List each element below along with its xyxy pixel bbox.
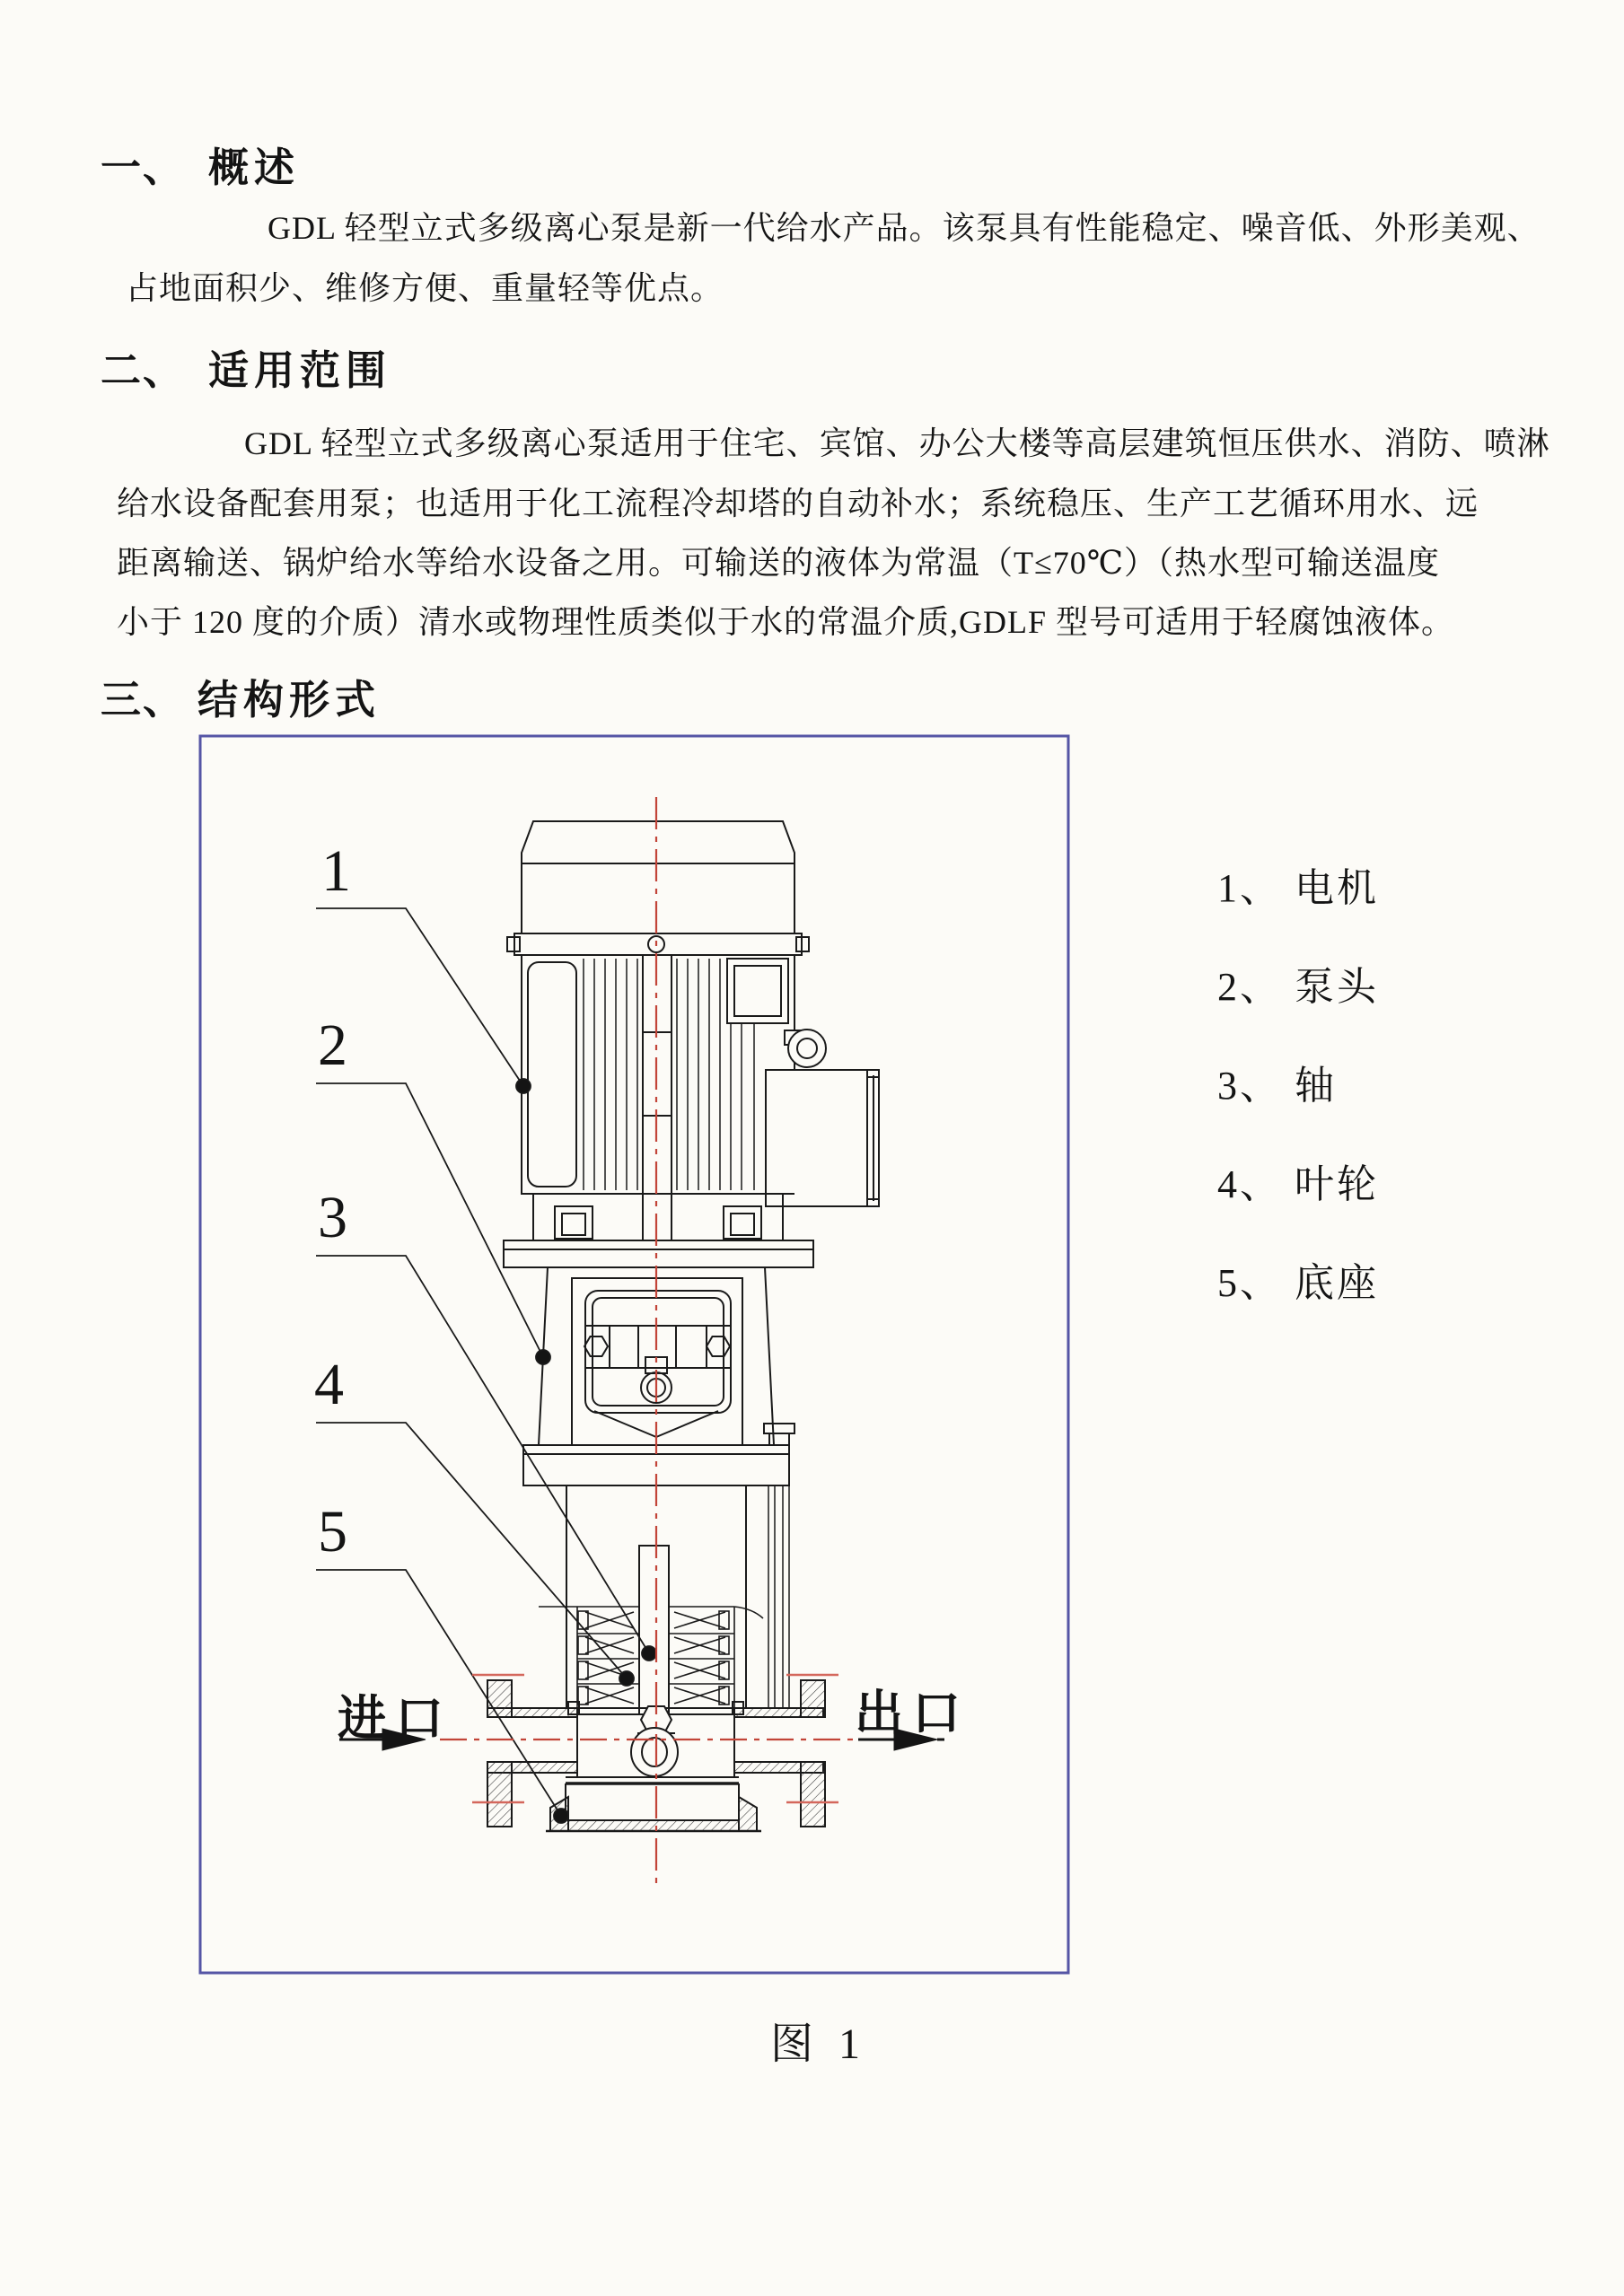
leader-dot-impeller bbox=[619, 1671, 634, 1686]
legend-item-impeller: 4、 叶轮 bbox=[1217, 1162, 1379, 1206]
paragraph-2-line-4: 小于 120 度的介质）清水或物理性质类似于水的常温介质,GDLF 型号可适用于轻腐蚀液体。 bbox=[117, 604, 1455, 640]
legend-item-base: 5、 底座 bbox=[1217, 1261, 1379, 1305]
callout-1: 1 bbox=[321, 838, 351, 904]
paragraph-1-line-1: GDL 轻型立式多级离心泵是新一代给水产品。该泵具有性能稳定、噪音低、外形美观、 bbox=[268, 210, 1541, 246]
inlet-label: 进口 bbox=[338, 1692, 452, 1746]
legend-item-motor: 1、 电机 bbox=[1217, 866, 1379, 910]
pump-column-drawing bbox=[566, 1485, 789, 1708]
outlet-label: 出口 bbox=[855, 1687, 970, 1740]
leader-dot-motor bbox=[516, 1079, 531, 1093]
legend-item-pump-head: 2、 泵头 bbox=[1217, 965, 1379, 1009]
paragraph-2-line-3: 距离输送、锅炉给水等给水设备之用。可输送的液体为常温（T≤70℃）（热水型可输送温度 bbox=[117, 545, 1441, 581]
callout-2: 2 bbox=[318, 1012, 347, 1078]
leader-dot-pump-head bbox=[536, 1350, 550, 1364]
paragraph-2-line-1: GDL 轻型立式多级离心泵适用于住宅、宾馆、办公大楼等高层建筑恒压供水、消防、喷淋 bbox=[244, 425, 1550, 461]
section-2-number: 二、 bbox=[101, 348, 186, 393]
callout-3: 3 bbox=[318, 1185, 347, 1250]
figure-caption: 图 1 bbox=[770, 2020, 868, 2068]
section-1-number: 一、 bbox=[101, 145, 186, 190]
section-2-title: 适用范围 bbox=[208, 348, 392, 393]
leader-dot-base bbox=[554, 1809, 568, 1823]
leader-dot-shaft bbox=[642, 1646, 656, 1661]
legend-item-shaft: 3、 轴 bbox=[1217, 1064, 1337, 1108]
pump-head-drawing bbox=[523, 1267, 794, 1485]
callout-5: 5 bbox=[318, 1499, 347, 1564]
paragraph-1-line-2: 占地面积少、维修方便、重量轻等优点。 bbox=[126, 270, 724, 306]
section-1-title: 概述 bbox=[208, 145, 301, 190]
callout-4: 4 bbox=[314, 1352, 344, 1417]
section-3-title: 结构形式 bbox=[198, 678, 382, 723]
paragraph-2-line-2: 给水设备配套用泵；也适用于化工流程冷却塔的自动补水；系统稳压、生产工艺循环用水、远 bbox=[117, 486, 1479, 521]
section-3-number: 三、 bbox=[101, 678, 186, 723]
motor-drawing bbox=[504, 821, 879, 1267]
impeller-stack-drawing bbox=[539, 1546, 763, 1716]
